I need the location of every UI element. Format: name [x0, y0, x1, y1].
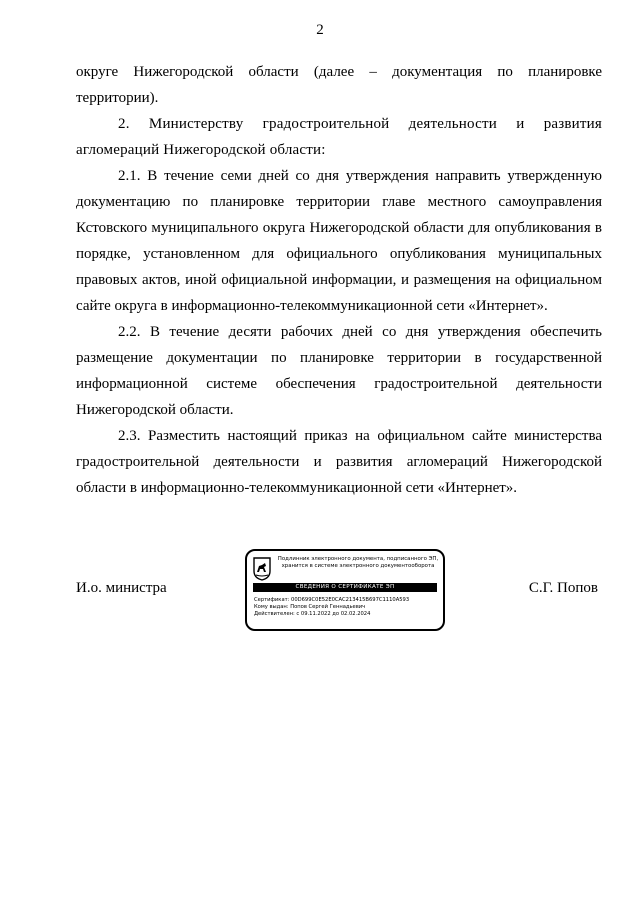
coat-of-arms-icon: [253, 557, 271, 581]
stamp-note: [275, 556, 441, 570]
stamp-info: [254, 597, 409, 618]
stamp-validity: Действителен: с 09.11.2022 до 02.02.2024: [254, 611, 371, 617]
stamp-note-line-2: хранится в системе электронного документооборота: [281, 563, 435, 569]
paragraph-item-2: 2. Министерству градостроительной деятельности и развития агломераций Нижегородской области:: [76, 116, 602, 158]
paragraph-item-2-3: 2.3. Разместить настоящий приказ на официальном сайте министерства градостроительной деятельности и развития агломераций Нижегородской области в информационно-телекоммуникационной сети «Интернет».: [76, 428, 602, 496]
paragraph-continuation: округе Нижегородской области (далее – документация по планировке территории).: [76, 64, 602, 106]
stamp-header: СВЕДЕНИЯ О СЕРТИФИКАТЕ ЭП: [253, 583, 437, 592]
signatory-name: С.Г. Попов: [528, 580, 598, 596]
paragraph-item-2-2: 2.2. В течение десяти рабочих дней со дня утверждения обеспечить размещение документации по планировке территории в государственной информационной системе обеспечения градостроительной деятельности Нижегородской области.: [76, 324, 602, 418]
stamp-certificate: Сертификат: 00D699C0E52E0CAC213415B697C1110A593: [254, 597, 410, 603]
stamp-owner: Кому выдан: Попов Сергей Геннадьевич: [254, 604, 366, 610]
electronic-signature-stamp: [245, 549, 445, 631]
signatory-position: И.о. министра: [76, 580, 167, 596]
document-body: [76, 59, 602, 501]
stamp-note-line-1: Подлинник электронного документа, подписанного ЭП,: [277, 556, 439, 562]
paragraph-item-2-1: 2.1. В течение семи дней со дня утверждения направить утвержденную документацию по планировке территории главе местного самоуправления Кстовского муниципального округа Нижегородской области для опубликования в порядке, установленном для официального опубликования муниципальных правовых актов, иной официальной информации, и размещения на официальном сайте округа в информационно-телекоммуникационной сети «Интернет».: [76, 168, 602, 314]
page-number: 2: [316, 22, 324, 38]
